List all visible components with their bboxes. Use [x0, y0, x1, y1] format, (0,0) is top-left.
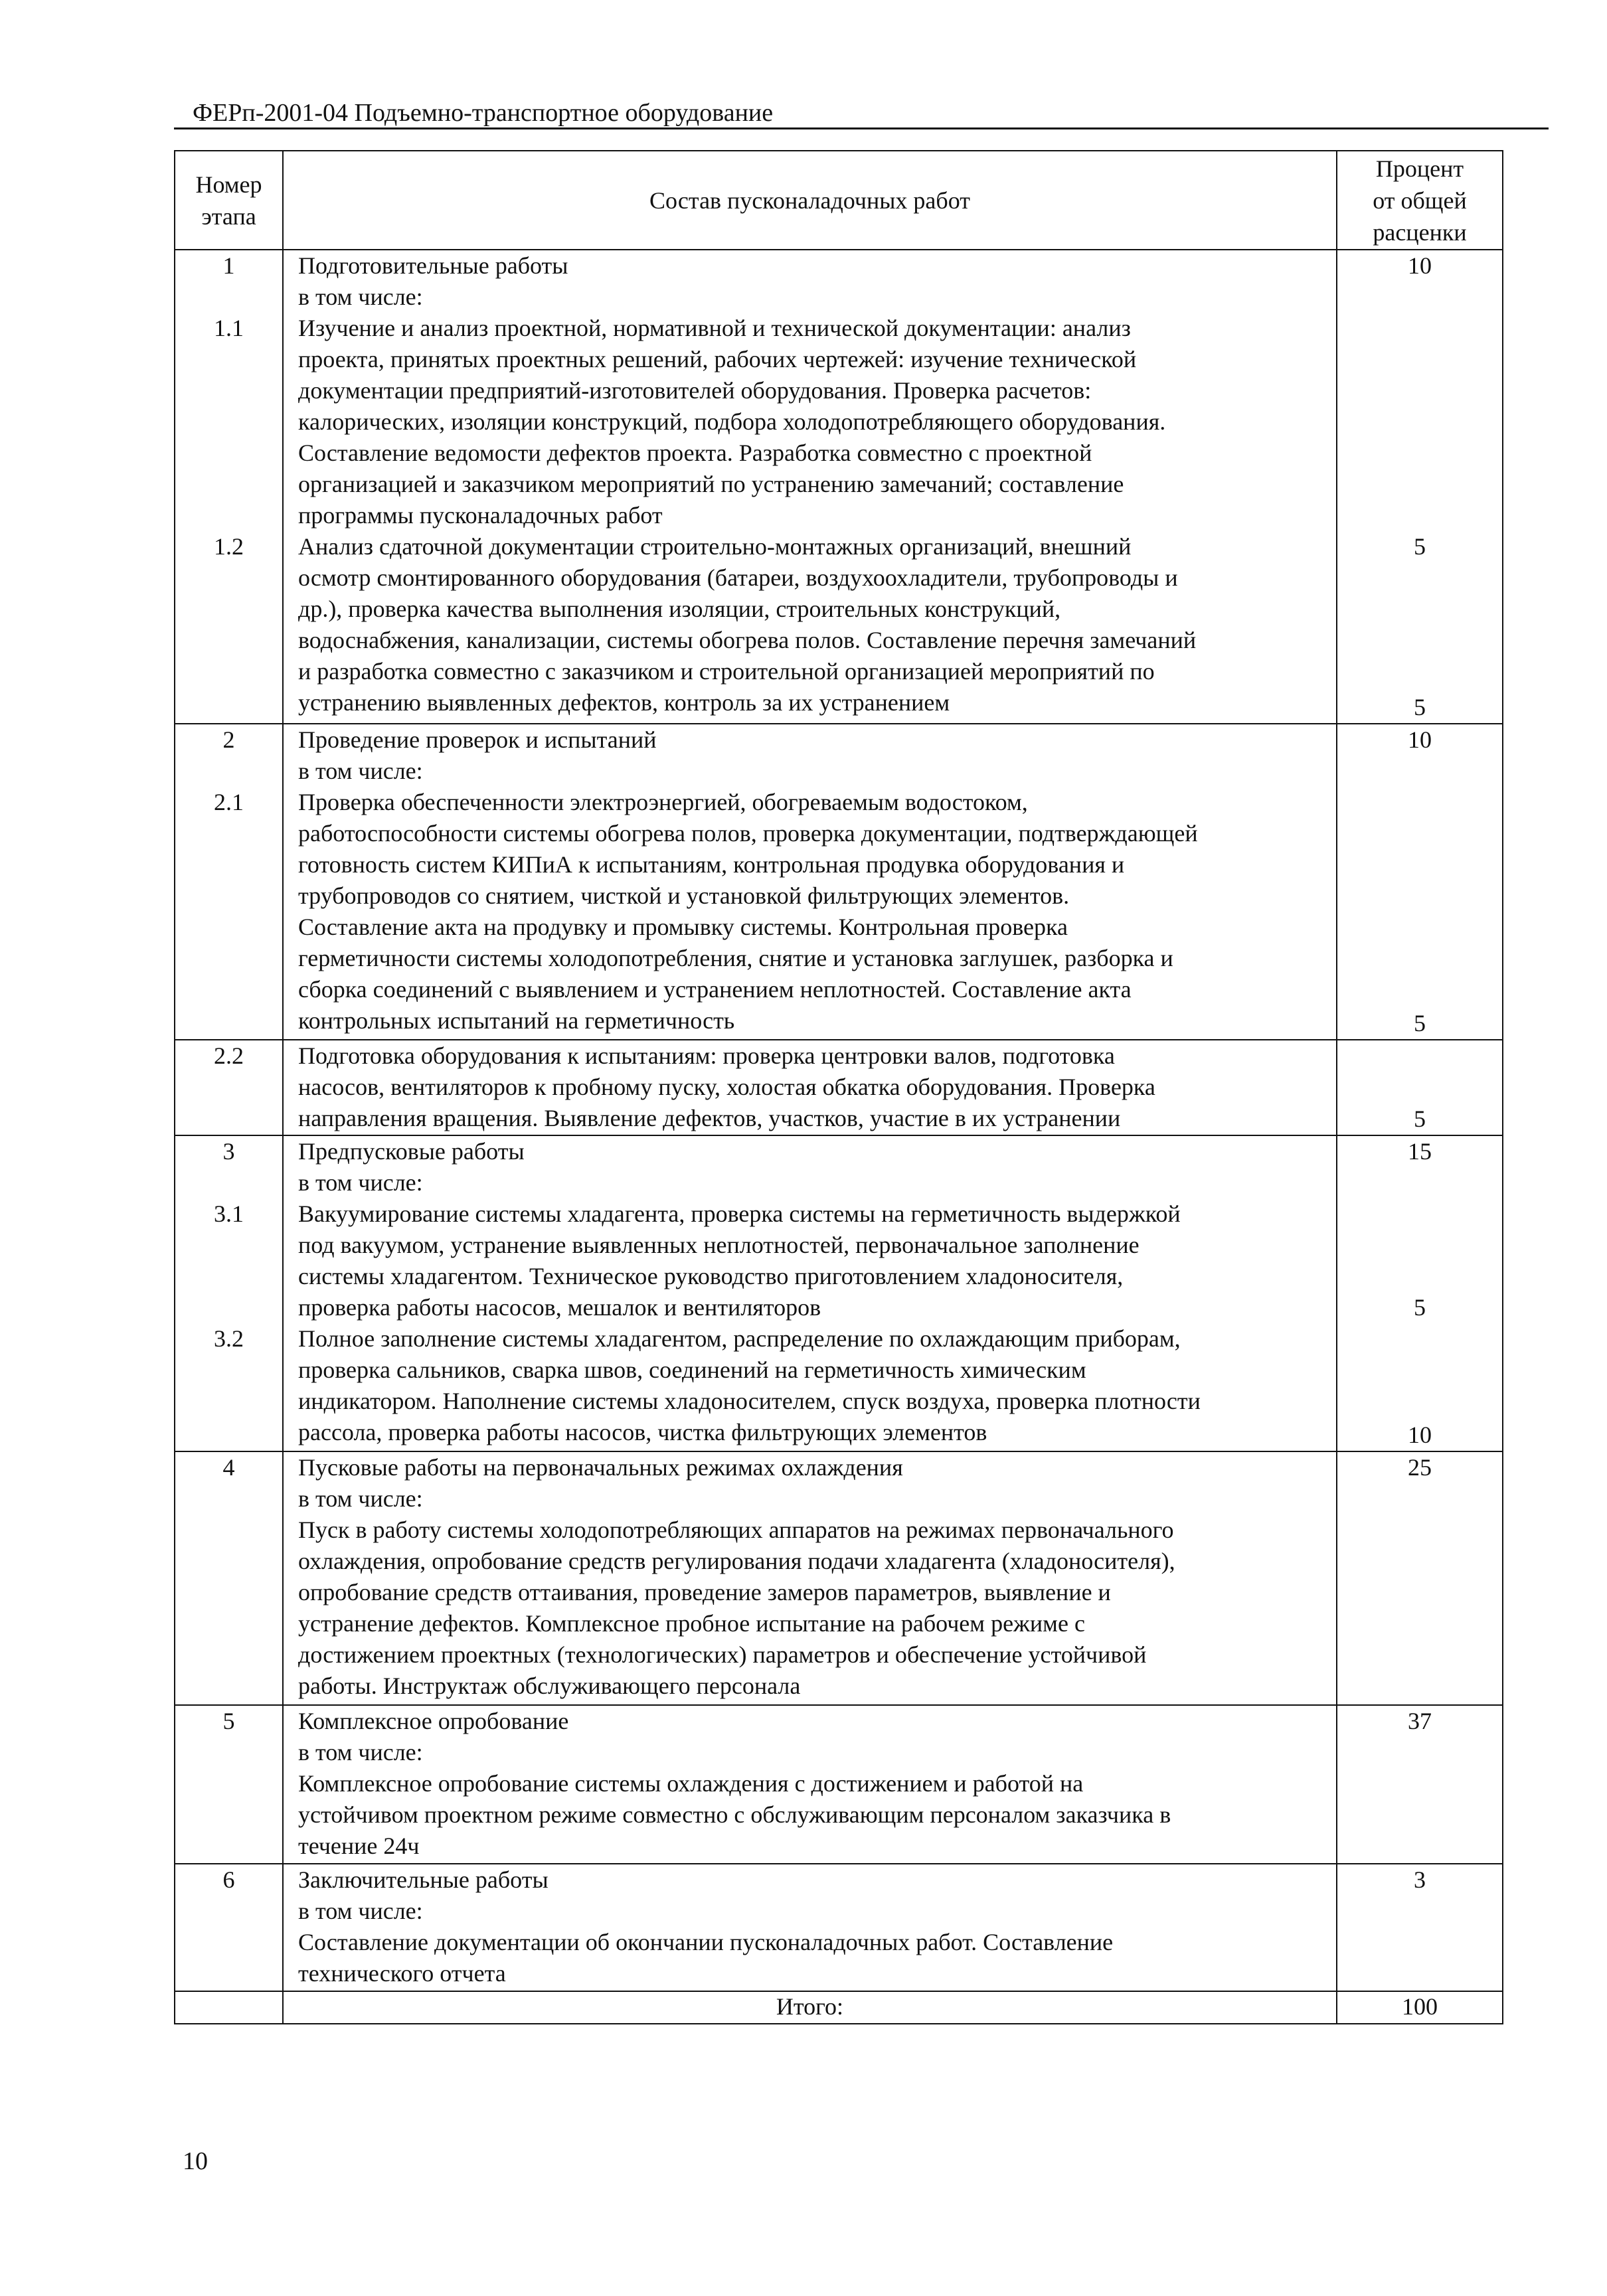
stage-number-cell: [175, 250, 283, 723]
col-header-content: Состав пусконаладочных работ: [283, 151, 1337, 250]
stage-content: Комплексное опробование в том числе: Комплексное опробование системы охлаждения с достижением и работой на устойчивом проектном режиме совместно с обслуживающим персоналом заказчика в течение 24ч: [283, 1705, 1337, 1864]
stage-percent-cell: [1337, 724, 1503, 1040]
stage-number-cell: [175, 724, 283, 1040]
stage-number-cell: [175, 1135, 283, 1451]
substage-number: 3.1: [214, 1200, 244, 1228]
substage-percent: 5: [1414, 1106, 1426, 1133]
stage-content: Подготовка оборудования к испытаниям: проверка центровки валов, подготовка насосов, вентиляторов к пробному пуску, холостая обкатка оборудования. Проверка направления вращения. Выявление дефектов, участков, участие в их устранении: [283, 1040, 1337, 1135]
stage-content: Пусковые работы на первоначальных режимах охлаждения в том числе: Пуск в работу системы холодопотребляющих аппаратов на режимах первоначального охлаждения, опробование средств регулирования подачи хладагента (хладоносителя), опробование средств оттаивания, проведение замеров параметров, выявление и устранение дефектов. Комплексное пробное испытание на рабочем режиме с достижением проектных (технологических) параметров и обеспечение устойчивой работы. Инструктаж обслуживающего персонала: [283, 1451, 1337, 1704]
including-label: в том числе:: [298, 1738, 423, 1765]
header-rule: [174, 127, 1549, 129]
stage-number: 2: [222, 726, 235, 753]
total-label: Итого:: [283, 1991, 1337, 2024]
substage-percent: 5: [1414, 1009, 1426, 1036]
stage-title: Подготовительные работы: [298, 252, 568, 280]
total-row: [175, 1991, 1503, 2024]
stage-content: Подготовительные работы в том числе: Изучение и анализ проектной, нормативной и технической документации: анализ проекта, принятых проектных решений, рабочих чертежей: изучение технической документации предприятий-изготовителей оборудования. Проверка расчетов: калорических, изоляции конструкций, подбора холодопотребляющего оборудования. Составление ведомости дефектов проекта. Разработка совместно с проектной организацией и заказчиком мероприятий по устранению замечаний; составление программы пусконаладочных работ Анализ сдаточной документации строительно-монтажных организаций, внешний осмотр смонтированного оборудования (батареи, воздухоохладители, трубопроводы и др.), проверка качества выполнения изоляции, строительных конструкций, водоснабжения, канализации, системы обогрева полов. Составление перечня замечаний и разработка совместно с заказчиком и строительной организацией мероприятий по устранению выявленных дефектов, контроль за их устранением: [283, 250, 1337, 723]
stage-content: Заключительные работы в том числе: Составление документации об окончании пусконаладочных работ. Составление технического отчета: [283, 1864, 1337, 1991]
including-label: в том числе:: [298, 1169, 423, 1196]
stage-percent: 37: [1408, 1707, 1432, 1734]
table-header-row: [175, 151, 1503, 250]
substage-number: 1.1: [214, 315, 244, 342]
including-label: в том числе:: [298, 1485, 423, 1513]
stage-percent: 10: [1408, 726, 1432, 753]
stage-title: Заключительные работы: [298, 1866, 549, 1893]
stage-number: 5: [222, 1707, 235, 1734]
substage-percent: 5: [1414, 693, 1426, 720]
stage-content: Предпусковые работы в том числе: Вакуумирование системы хладагента, проверка системы на герметичность выдержкой под вакуумом, устранение выявленных неплотностей, первоначальное заполнение системы хладагентом. Техническое руководство приготовлением хладоносителя, проверка работы насосов, мешалок и вентиляторов Полное заполнение системы хладагентом, распределение по охлаждающим приборам, проверка сальников, сварка швов, соединений на герметичность химическим индикатором. Наполнение системы хладоносителем, спуск воздуха, проверка плотности рассола, проверка работы насосов, чистка фильтрующих элементов: [283, 1135, 1337, 1451]
stage-title: Проведение проверок и испытаний: [298, 726, 657, 753]
col-header-stage: Номер этапа: [175, 151, 283, 250]
works-table: [174, 150, 1503, 2024]
stage-number-cell: [175, 1705, 283, 1864]
page-number: 10: [183, 2147, 208, 2175]
stage-row-5: [175, 1705, 1503, 1864]
substage-percent: 10: [1408, 1422, 1432, 1449]
stage-number: 4: [222, 1454, 235, 1481]
stage-percent: 15: [1408, 1138, 1432, 1165]
stage-number-cell: [175, 1451, 283, 1704]
stage-row-4: [175, 1451, 1503, 1704]
stage-number: 3: [222, 1138, 235, 1165]
including-label: в том числе:: [298, 757, 423, 784]
including-label: в том числе:: [298, 284, 423, 311]
stage-percent-cell: [1337, 250, 1503, 723]
stage-title: Предпусковые работы: [298, 1138, 525, 1165]
substage-number: 1.2: [214, 533, 244, 560]
stage-content: Проведение проверок и испытаний в том числе: Проверка обеспеченности электроэнергией, обогреваемым водостоком, работоспособности системы обогрева полов, проверка документации, подтверждающей готовность систем КИПиА к испытаниям, контрольная продувка оборудования и трубопроводов со снятием, чисткой и установкой фильтрующих элементов. Составление акта на продувку и промывку системы. Контрольная проверка герметичности системы холодопотребления, снятие и установка заглушек, разборка и сборка соединений с выявлением и устранением неплотностей. Составление акта контрольных испытаний на герметичность: [283, 724, 1337, 1040]
stage-percent: 3: [1414, 1866, 1426, 1893]
stage-percent: 10: [1408, 252, 1432, 280]
substage-percent: 5: [1414, 1294, 1426, 1321]
substage-number: 2.2: [214, 1042, 244, 1069]
stage-row-3: [175, 1135, 1503, 1451]
stage-title: Пусковые работы на первоначальных режимах охлаждения: [298, 1454, 903, 1481]
including-label: в том числе:: [298, 1897, 423, 1924]
stage-percent-cell: [1337, 1864, 1503, 1991]
stage-row-6: [175, 1864, 1503, 1991]
col-header-percent: Процент от общей расценки: [1337, 151, 1503, 250]
stage-percent-cell: [1337, 1705, 1503, 1864]
stage-number-cell: [175, 1864, 283, 1991]
stage-percent: 25: [1408, 1454, 1432, 1481]
stage-percent-cell: [1337, 1451, 1503, 1704]
stage-percent-cell: [1337, 1040, 1503, 1135]
stage-title: Комплексное опробование: [298, 1707, 569, 1734]
total-value: 100: [1337, 1991, 1503, 2024]
substage-row-2-2: [175, 1040, 1503, 1135]
stage-row-2: [175, 724, 1503, 1040]
stage-row-1: [175, 250, 1503, 723]
page-header-title: ФЕРп-2001-04 Подъемно-транспортное оборудование: [193, 99, 774, 127]
stage-number: 1: [222, 252, 235, 280]
stage-number-cell: [175, 1040, 283, 1135]
substage-number: 2.1: [214, 788, 244, 815]
stage-number: 6: [222, 1866, 235, 1893]
substage-number: 3.2: [214, 1325, 244, 1353]
total-empty-cell: [175, 1991, 283, 2024]
substage-percent: 5: [1414, 533, 1426, 560]
stage-percent-cell: [1337, 1135, 1503, 1451]
